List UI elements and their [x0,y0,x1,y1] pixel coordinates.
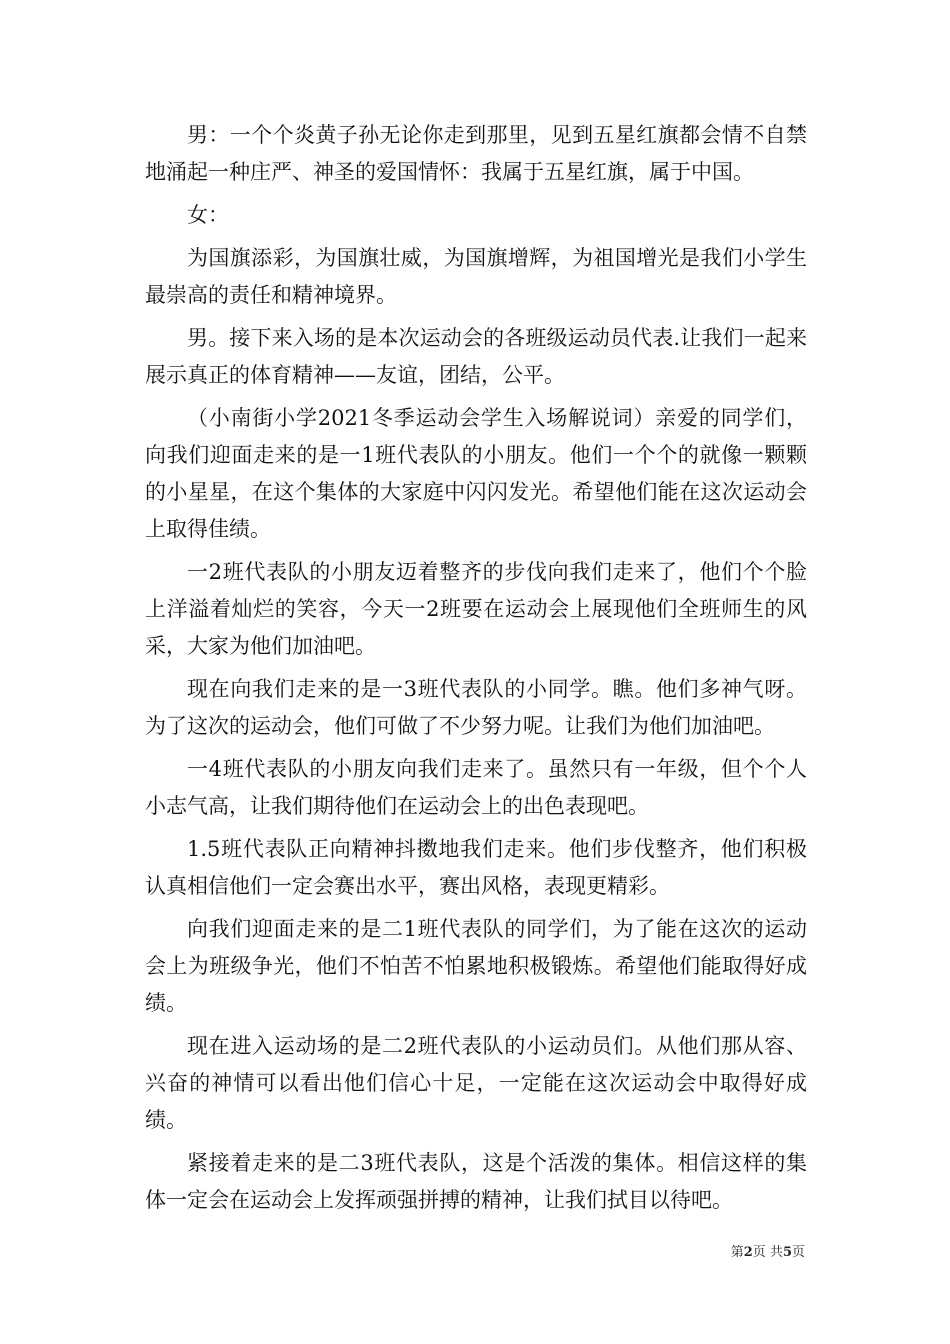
paragraph: 为国旗添彩，为国旗壮威，为国旗增辉，为祖国增光是我们小学生最崇高的责任和精神境界。 [145,246,807,307]
paragraph: 一2班代表队的小朋友迈着整齐的步伐向我们走来了，他们个个脸上洋溢着灿烂的笑容，今天一2班要在运动会上展现他们全班师生的风采，大家为他们加油吧。 [145,560,807,658]
total-pages-number: 5 [782,1245,792,1260]
current-page-number: 2 [743,1245,753,1260]
paragraph: 向我们迎面走来的是二1班代表队的同学们，为了能在这次的运动会上为班级争光，他们不怕苦不怕累地积极锻炼。希望他们能取得好成绩。 [145,917,807,1015]
paragraph: 男：一个个炎黄子孙无论你走到那里，见到五星红旗都会情不自禁地涌起一种庄严、神圣的爱国情怀：我属于五星红旗，属于中国。 [145,123,807,184]
page-number-footer [731,1244,805,1262]
paragraph: 现在向我们走来的是一3班代表队的小同学。瞧。他们多神气呀。为了这次的运动会，他们可做了不少努力呢。让我们为他们加油吧。 [145,677,807,738]
paragraph: 紧接着走来的是二3班代表队，这是个活泼的集体。相信这样的集体一定会在运动会上发挥顽强拼搏的精神，让我们拭目以待吧。 [145,1151,807,1212]
paragraph: （小南街小学2021冬季运动会学生入场解说词）亲爱的同学们，向我们迎面走来的是一1班代表队的小朋友。他们一个个的就像一颗颗的小星星，在这个集体的大家庭中闪闪发光。希望他们能在这次运动会上取得佳绩。 [145,406,807,541]
paragraph: 一4班代表队的小朋友向我们走来了。虽然只有一年级，但个个人小志气高，让我们期待他们在运动会上的出色表现吧。 [145,757,807,818]
document-body [145,117,807,1225]
footer-middle: 页 共 [752,1245,783,1260]
paragraph: 女： [187,203,229,227]
paragraph: 1.5班代表队正向精神抖擞地我们走来。他们步伐整齐，他们积极认真相信他们一定会赛出水平，赛出风格，表现更精彩。 [145,837,807,898]
footer-suffix: 页 [791,1245,805,1260]
paragraph: 现在进入运动场的是二2班代表队的小运动员们。从他们那从容、兴奋的神情可以看出他们信心十足，一定能在这次运动会中取得好成绩。 [145,1034,807,1132]
footer-prefix: 第 [730,1245,744,1260]
paragraph: 男。接下来入场的是本次运动会的各班级运动员代表.让我们一起来展示真正的体育精神——友谊，团结，公平。 [145,326,807,387]
